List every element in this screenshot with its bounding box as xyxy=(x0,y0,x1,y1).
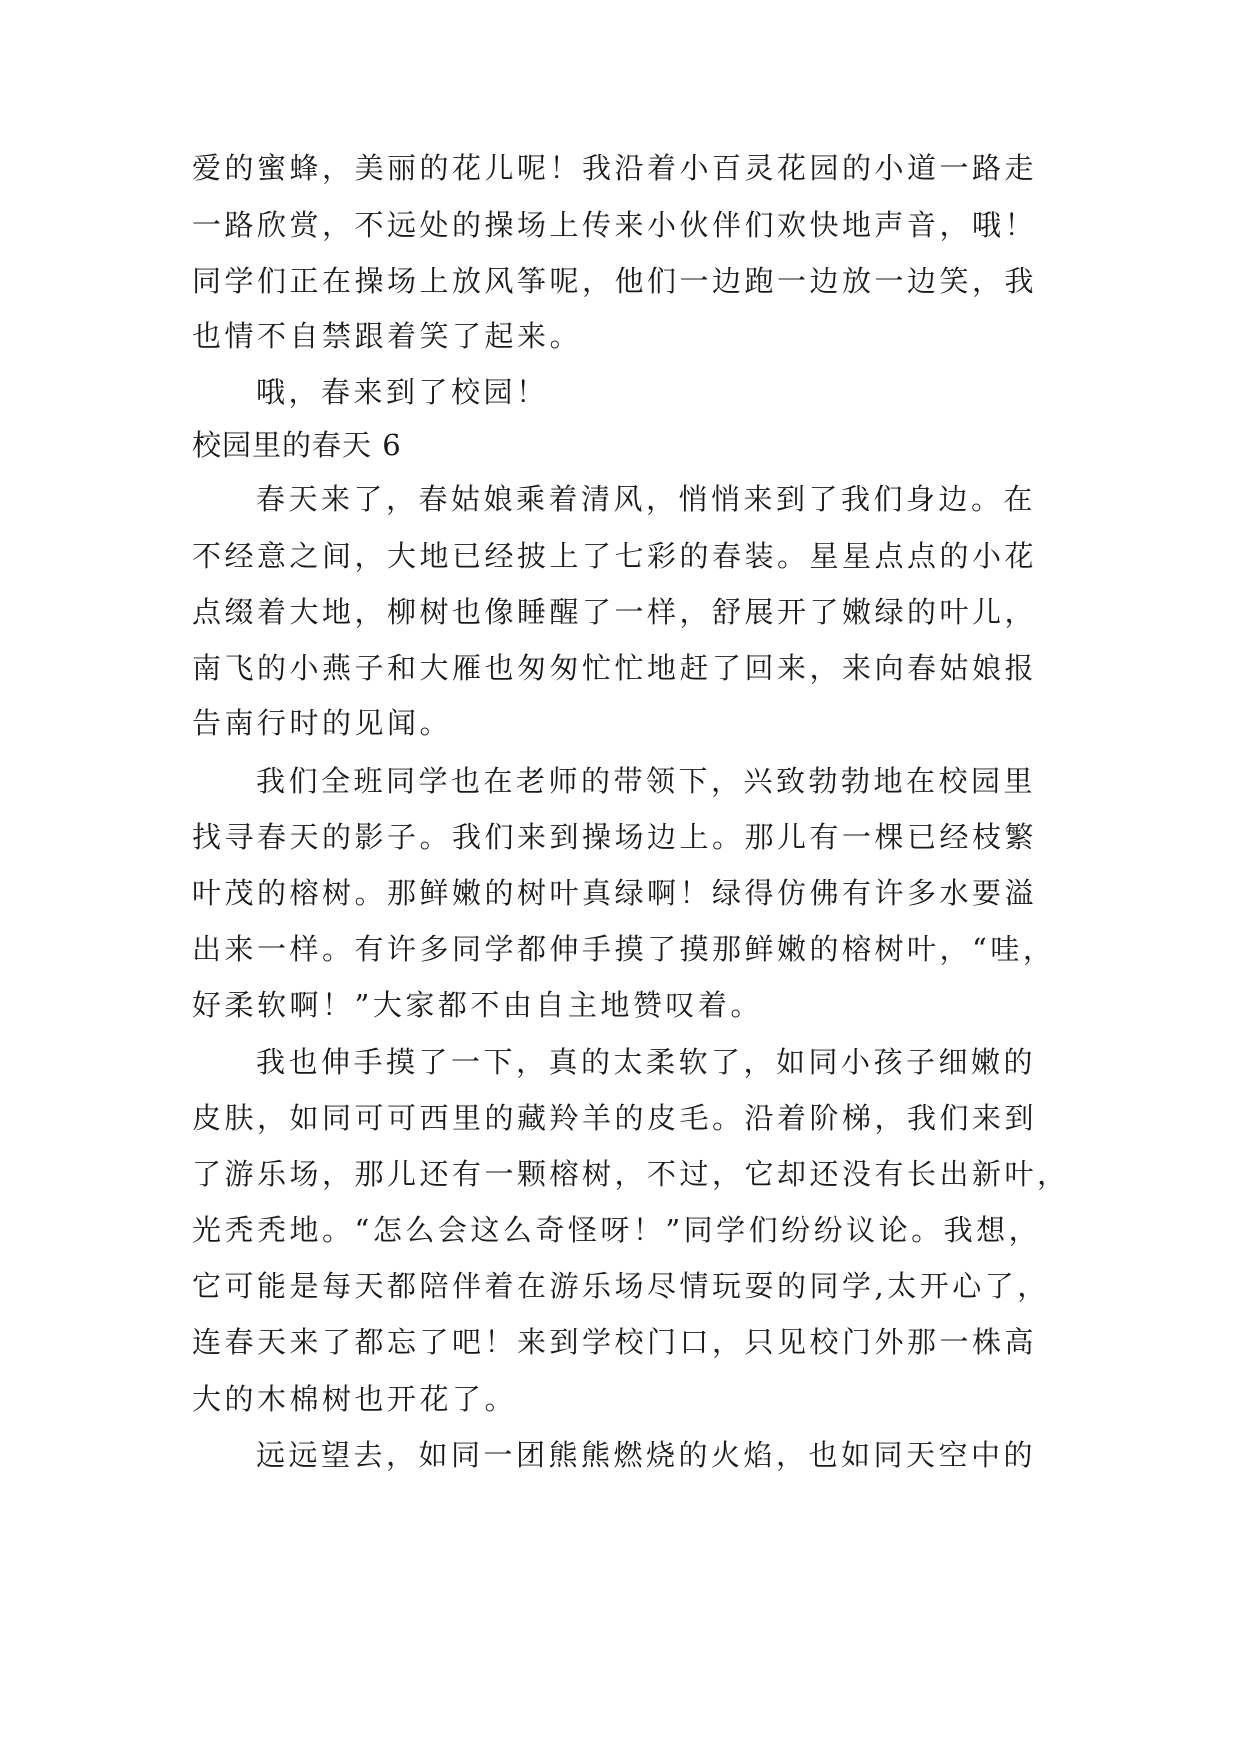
text-line: 好柔软啊！”大家都不由自主地赞叹着。 xyxy=(192,988,763,1022)
text-line: 我们全班同学也在老师的带领下，兴致勃勃地在校园里 xyxy=(256,764,1037,798)
text-line: 光秃秃地。“怎么会这么奇怪呀！”同学们纷纷议论。我想， xyxy=(192,1213,1042,1247)
text-line: 南飞的小燕子和大雁也匆匆忙忙地赶了回来，来向春姑娘报 xyxy=(192,651,1038,685)
text-line: 它可能是每天都陪伴着在游乐场尽情玩耍的同学,太开心了， xyxy=(192,1269,1050,1303)
text-line: 不经意之间，大地已经披上了七彩的春装。星星点点的小花 xyxy=(192,539,1038,573)
text-line: 也情不自禁跟着笑了起来。 xyxy=(192,319,583,353)
text-line: 找寻春天的影子。我们来到操场边上。那儿有一棵已经枝繁 xyxy=(192,820,1038,854)
text-line: 告南行时的见闻。 xyxy=(192,706,453,740)
text-line: 爱的蜜蜂，美丽的花儿呢！我沿着小百灵花园的小道一路走 xyxy=(192,151,1038,185)
text-line: 点缀着大地，柳树也像睡醒了一样，舒展开了嫩绿的叶儿， xyxy=(192,595,1038,629)
section-heading: 校园里的春天 6 xyxy=(192,428,402,462)
text-line: 皮肤，如同可可西里的藏羚羊的皮毛。沿着阶梯，我们来到 xyxy=(192,1101,1038,1135)
text-line: 我也伸手摸了一下，真的太柔软了，如同小孩子细嫩的 xyxy=(256,1045,1037,1079)
text-line: 出来一样。有许多同学都伸手摸了摸那鲜嫩的榕树叶，“哇， xyxy=(192,932,1056,966)
text-line: 大的木棉树也开花了。 xyxy=(192,1382,518,1416)
text-line: 春天来了，春姑娘乘着清风，悄悄来到了我们身边。在 xyxy=(256,482,1037,516)
text-line: 同学们正在操场上放风筝呢，他们一边跑一边放一边笑，我 xyxy=(192,264,1038,298)
text-line: 连春天来了都忘了吧！来到学校门口，只见校门外那一株高 xyxy=(192,1325,1038,1359)
text-line: 叶茂的榕树。那鲜嫩的树叶真绿啊！绿得仿佛有许多水要溢 xyxy=(192,876,1038,910)
text-line: 了游乐场，那儿还有一颗榕树，不过，它却还没有长出新叶， xyxy=(192,1157,1070,1191)
text-line: 一路欣赏，不远处的操场上传来小伙伴们欢快地声音，哦！ xyxy=(192,208,1038,242)
text-line: 远远望去，如同一团熊熊燃烧的火焰，也如同天空中的 xyxy=(256,1438,1037,1472)
text-line: 哦，春来到了校园！ xyxy=(256,375,549,409)
